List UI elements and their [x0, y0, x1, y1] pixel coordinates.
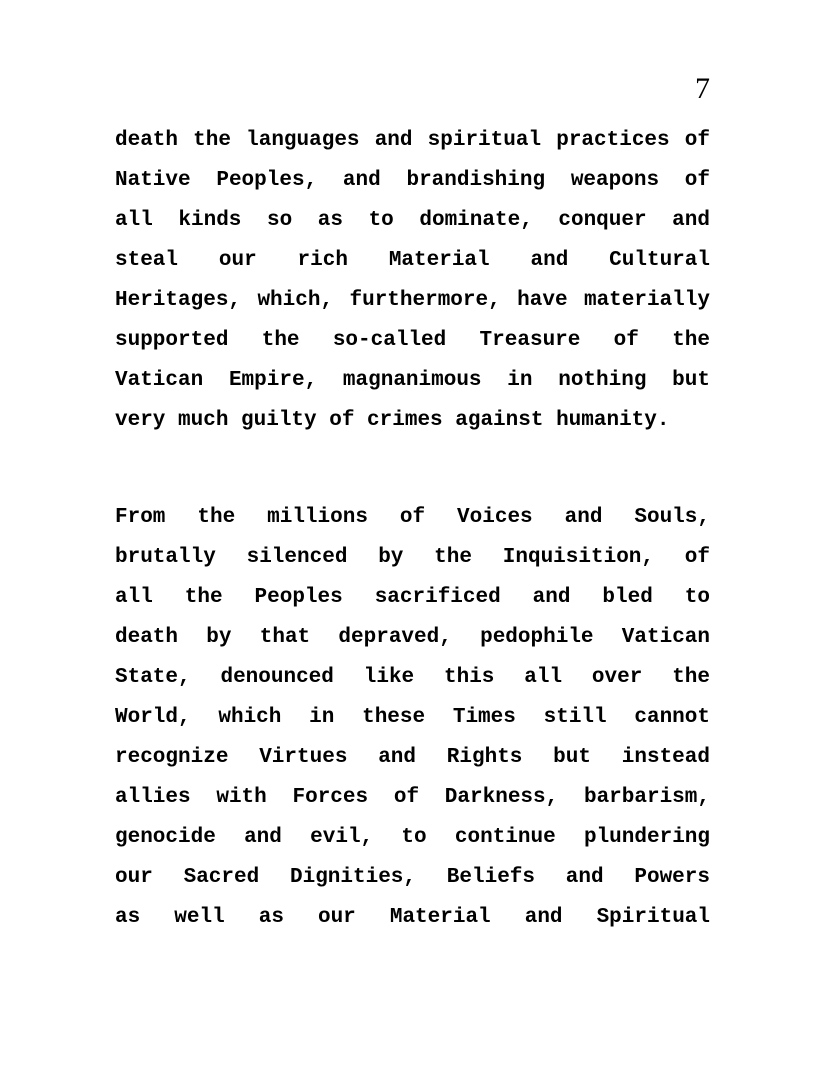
paragraph: [115, 121, 710, 441]
text-line: Native Peoples, and brandishing weapons of: [115, 169, 710, 192]
text-line: as well as our Material and Spiritual: [115, 906, 710, 929]
text-line: State, denounced like this all over the: [115, 666, 710, 689]
text-line: death by that depraved, pedophile Vatican: [115, 626, 710, 649]
text-line: all the Peoples sacrificed and bled to: [115, 586, 710, 609]
paragraph: [115, 498, 710, 938]
text-line: steal our rich Material and Cultural: [115, 249, 710, 272]
text-line: all kinds so as to dominate, conquer and: [115, 209, 710, 232]
text-line: death the languages and spiritual practices of: [115, 129, 710, 152]
text-line: allies with Forces of Darkness, barbarism,: [115, 786, 710, 809]
text-line: very much guilty of crimes against humanity.: [115, 409, 670, 432]
page-number: 7: [695, 72, 710, 105]
text-line: Vatican Empire, magnanimous in nothing but: [115, 369, 710, 392]
text-line: brutally silenced by the Inquisition, of: [115, 546, 710, 569]
text-line: supported the so-called Treasure of the: [115, 329, 710, 352]
text-line: our Sacred Dignities, Beliefs and Powers: [115, 866, 710, 889]
text-line: From the millions of Voices and Souls,: [115, 506, 710, 529]
text-line: recognize Virtues and Rights but instead: [115, 746, 710, 769]
document-body: [115, 121, 710, 938]
text-line: World, which in these Times still cannot: [115, 706, 710, 729]
text-line: Heritages, which, furthermore, have materially: [115, 289, 710, 312]
text-line: genocide and evil, to continue plundering: [115, 826, 710, 849]
